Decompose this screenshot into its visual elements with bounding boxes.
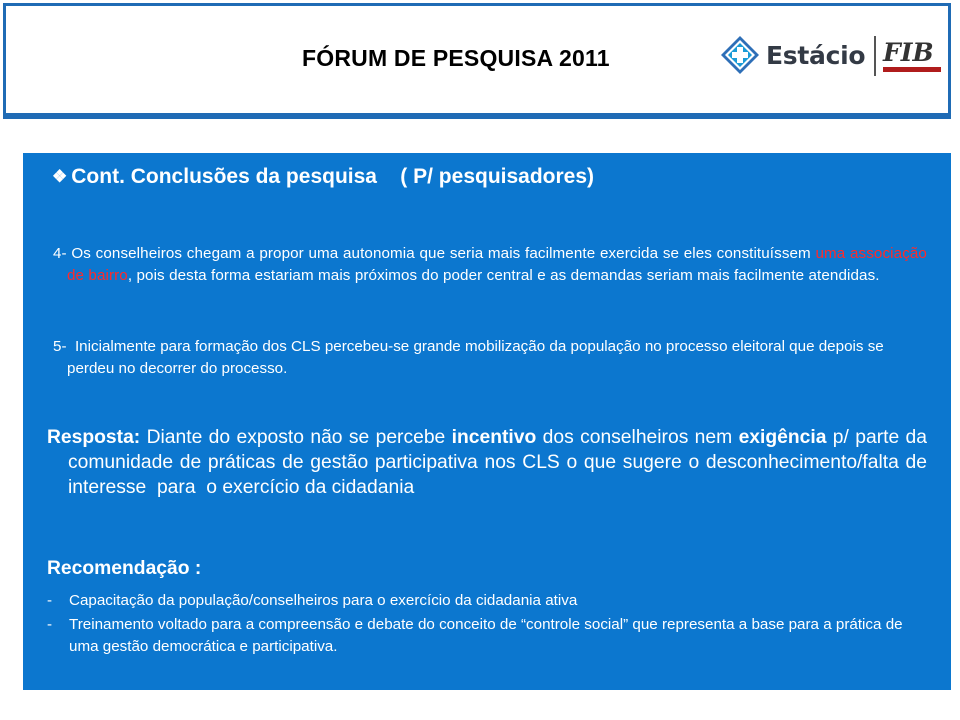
fib-wordmark: FIB <box>883 38 934 67</box>
estacio-logo <box>720 33 865 77</box>
resposta-text-1: Diante do exposto não se percebe <box>140 427 452 448</box>
recomendacao-item-text: Treinamento voltado para a compreensão e debate do conceito de “controle social” que representa a base para a prática de uma gestão democrática e participativa. <box>69 616 903 655</box>
resposta-paragraph <box>47 425 933 500</box>
resposta-text-2: dos conselheiros nem <box>536 427 739 448</box>
list-item <box>47 614 927 658</box>
page-title: FÓRUM DE PESQUISA 2011 <box>302 45 610 71</box>
estacio-logo-icon <box>720 35 760 75</box>
diamond-bullet-icon: ❖ <box>52 167 68 186</box>
resposta-bold-exigencia: exigência <box>738 427 827 448</box>
dash-bullet: - <box>47 616 53 633</box>
dash-bullet: - <box>47 592 53 609</box>
list-item <box>47 590 927 612</box>
logo-divider <box>874 36 876 76</box>
estacio-wordmark: Estácio <box>766 40 866 70</box>
recomendacao-title: Recomendação : <box>47 558 202 579</box>
recomendacao-item-text: Capacitação da população/conselheiros para o exercício da cidadania ativa <box>69 592 578 609</box>
fib-underline <box>883 67 941 72</box>
resposta-text-3: p/ parte da comunidade de práticas de gestão participativa nos CLS o que sugere o desconhecimento/falta de interesse para o exercício da cidadania <box>68 427 933 498</box>
conclusion-item-5: 5- Inicialmente para formação dos CLS percebeu-se grande mobilização da população no processo eleitoral que depois se perdeu no decorrer do processo. <box>53 338 888 377</box>
item4-text: 4- Os conselheiros chegam a propor uma autonomia que seria mais facilmente exercida se eles constituíssem <box>53 245 816 262</box>
resposta-bold-incentivo: incentivo <box>451 427 537 448</box>
resposta-label: Resposta: <box>47 427 141 448</box>
recomendacao-list <box>47 590 927 660</box>
item4-text-end: , pois desta forma estariam mais próximos do poder central e as demandas seriam mais facilmente atendidas. <box>127 267 880 284</box>
section-title-text: Cont. Conclusões da pesquisa ( P/ pesquisadores) <box>71 165 595 188</box>
fib-logo <box>883 40 943 76</box>
section-title <box>52 165 594 189</box>
conclusion-item-4 <box>47 243 927 287</box>
item4-highlight: uma associação de bairro <box>67 245 927 284</box>
